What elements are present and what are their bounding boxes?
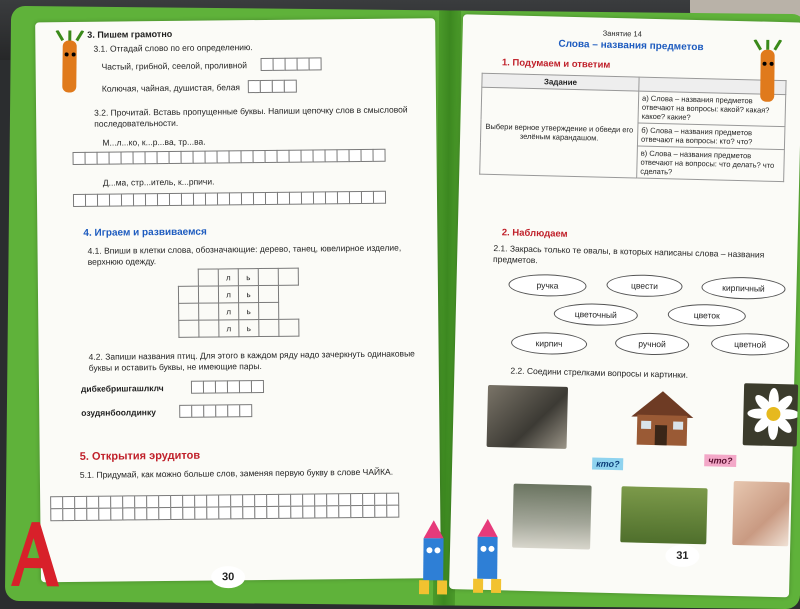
daisy-photo	[743, 383, 798, 446]
oval-word[interactable]: цвести	[606, 274, 683, 298]
task31-text: 3.1. Отгадай слово по его определению.	[93, 42, 253, 54]
table-task: Выбери верное утверждение и обведи его зелёным карандашом.	[480, 87, 639, 178]
left-page	[35, 18, 441, 582]
crayon-mascot-icon	[469, 519, 506, 602]
oval-word[interactable]: цветной	[711, 332, 790, 356]
oval-word[interactable]: кирпич	[511, 332, 588, 356]
section1-title: 1. Подумаем и ответим	[501, 57, 611, 71]
right-page	[449, 14, 800, 597]
pheasant-photo	[620, 486, 707, 544]
section5-title: 5. Открытия эрудитов	[79, 449, 201, 463]
birds-line1: дибкебришгашлклч	[80, 383, 164, 394]
task32-line2: Д...ма, стр...итель, к...рпичи.	[102, 176, 215, 188]
task32-text: 3.2. Прочитай. Вставь пропущенные буквы. Напиши цепочку слов в смысловой последовательности.	[94, 104, 408, 129]
tag-what[interactable]: что?	[704, 454, 736, 467]
letter-a-mascot-icon	[5, 518, 62, 594]
birds-cells-2[interactable]	[179, 404, 251, 418]
task41-text: 4.1. Впиши в клетки слова, обозначающие: дерево, танец, ювелирное изделие, верхнюю одежду.	[87, 242, 402, 267]
crossword-grid[interactable]: л ь л ь л ь л ь	[178, 268, 300, 338]
tag-who[interactable]: кто?	[592, 458, 624, 471]
task21-text: 2.1. Закрась только те овалы, в которых написаны слова – названия предметов.	[493, 243, 765, 266]
open-workbook	[5, 6, 800, 609]
option-c[interactable]: в) Слова – названия предметов отвечают на вопросы: что делать? что сделать?	[637, 146, 785, 182]
section4-title: 4. Играем и развиваемся	[83, 226, 207, 239]
option-b[interactable]: б) Слова – названия предметов отвечают на вопросы: кто? что?	[637, 123, 785, 150]
answer-cells-1[interactable]	[261, 57, 321, 71]
answer-cells-2[interactable]	[248, 80, 296, 94]
task42-text: 4.2. Запиши названия птиц. Для этого в каждом ряду надо зачеркнуть одинаковые буквы и оставить буквы, не имеющие пары.	[88, 348, 415, 373]
oval-word[interactable]: цветочный	[554, 303, 639, 327]
crayon-mascot-icon	[415, 520, 452, 603]
oval-word[interactable]: ручной	[615, 332, 690, 356]
section3-title: 3. Пишем грамотно	[87, 28, 173, 40]
answer-grid-1[interactable]	[73, 149, 385, 165]
house-photo	[627, 386, 698, 448]
words-grid-2[interactable]	[50, 505, 398, 522]
mother-baby-photo	[732, 481, 790, 546]
answer-grid-2[interactable]	[73, 191, 385, 207]
carrot-mascot-icon	[54, 30, 85, 101]
lesson-label: Занятие 14	[602, 28, 642, 39]
task51-text: 5.1. Придумай, как можно больше слов, заменяя первую букву в слове ЧАЙКА.	[79, 466, 394, 480]
page-number-left: 30	[211, 566, 245, 588]
birds-line2: озудянбоолдинку	[81, 407, 156, 418]
task31-line2: Колючая, чайная, душистая, белая	[101, 82, 241, 94]
forest-road-photo	[512, 484, 592, 550]
task-table	[479, 73, 786, 182]
raccoon-photo	[487, 385, 568, 449]
oval-word[interactable]: ручка	[508, 273, 587, 297]
oval-word[interactable]: кирпичный	[701, 276, 786, 300]
section2-title: 2. Наблюдаем	[501, 227, 568, 240]
task22-text: 2.2. Соедини стрелками вопросы и картинки.	[510, 365, 689, 380]
oval-word[interactable]: цветок	[668, 303, 747, 327]
lesson-title: Слова – названия предметов	[558, 38, 704, 54]
page-number-right: 31	[665, 545, 699, 567]
option-a[interactable]: а) Слова – названия предметов отвечают на вопросы: какой? какая? какое? какие?	[638, 91, 786, 127]
task31-line1: Частый, грибной, сеелой, проливной	[101, 60, 248, 72]
table-header: Задание	[482, 73, 639, 91]
task32-line1: М...л...ко, к...р...ва, тр...ва.	[102, 136, 206, 148]
carrot-mascot-icon	[752, 40, 783, 111]
birds-cells-1[interactable]	[191, 380, 263, 394]
